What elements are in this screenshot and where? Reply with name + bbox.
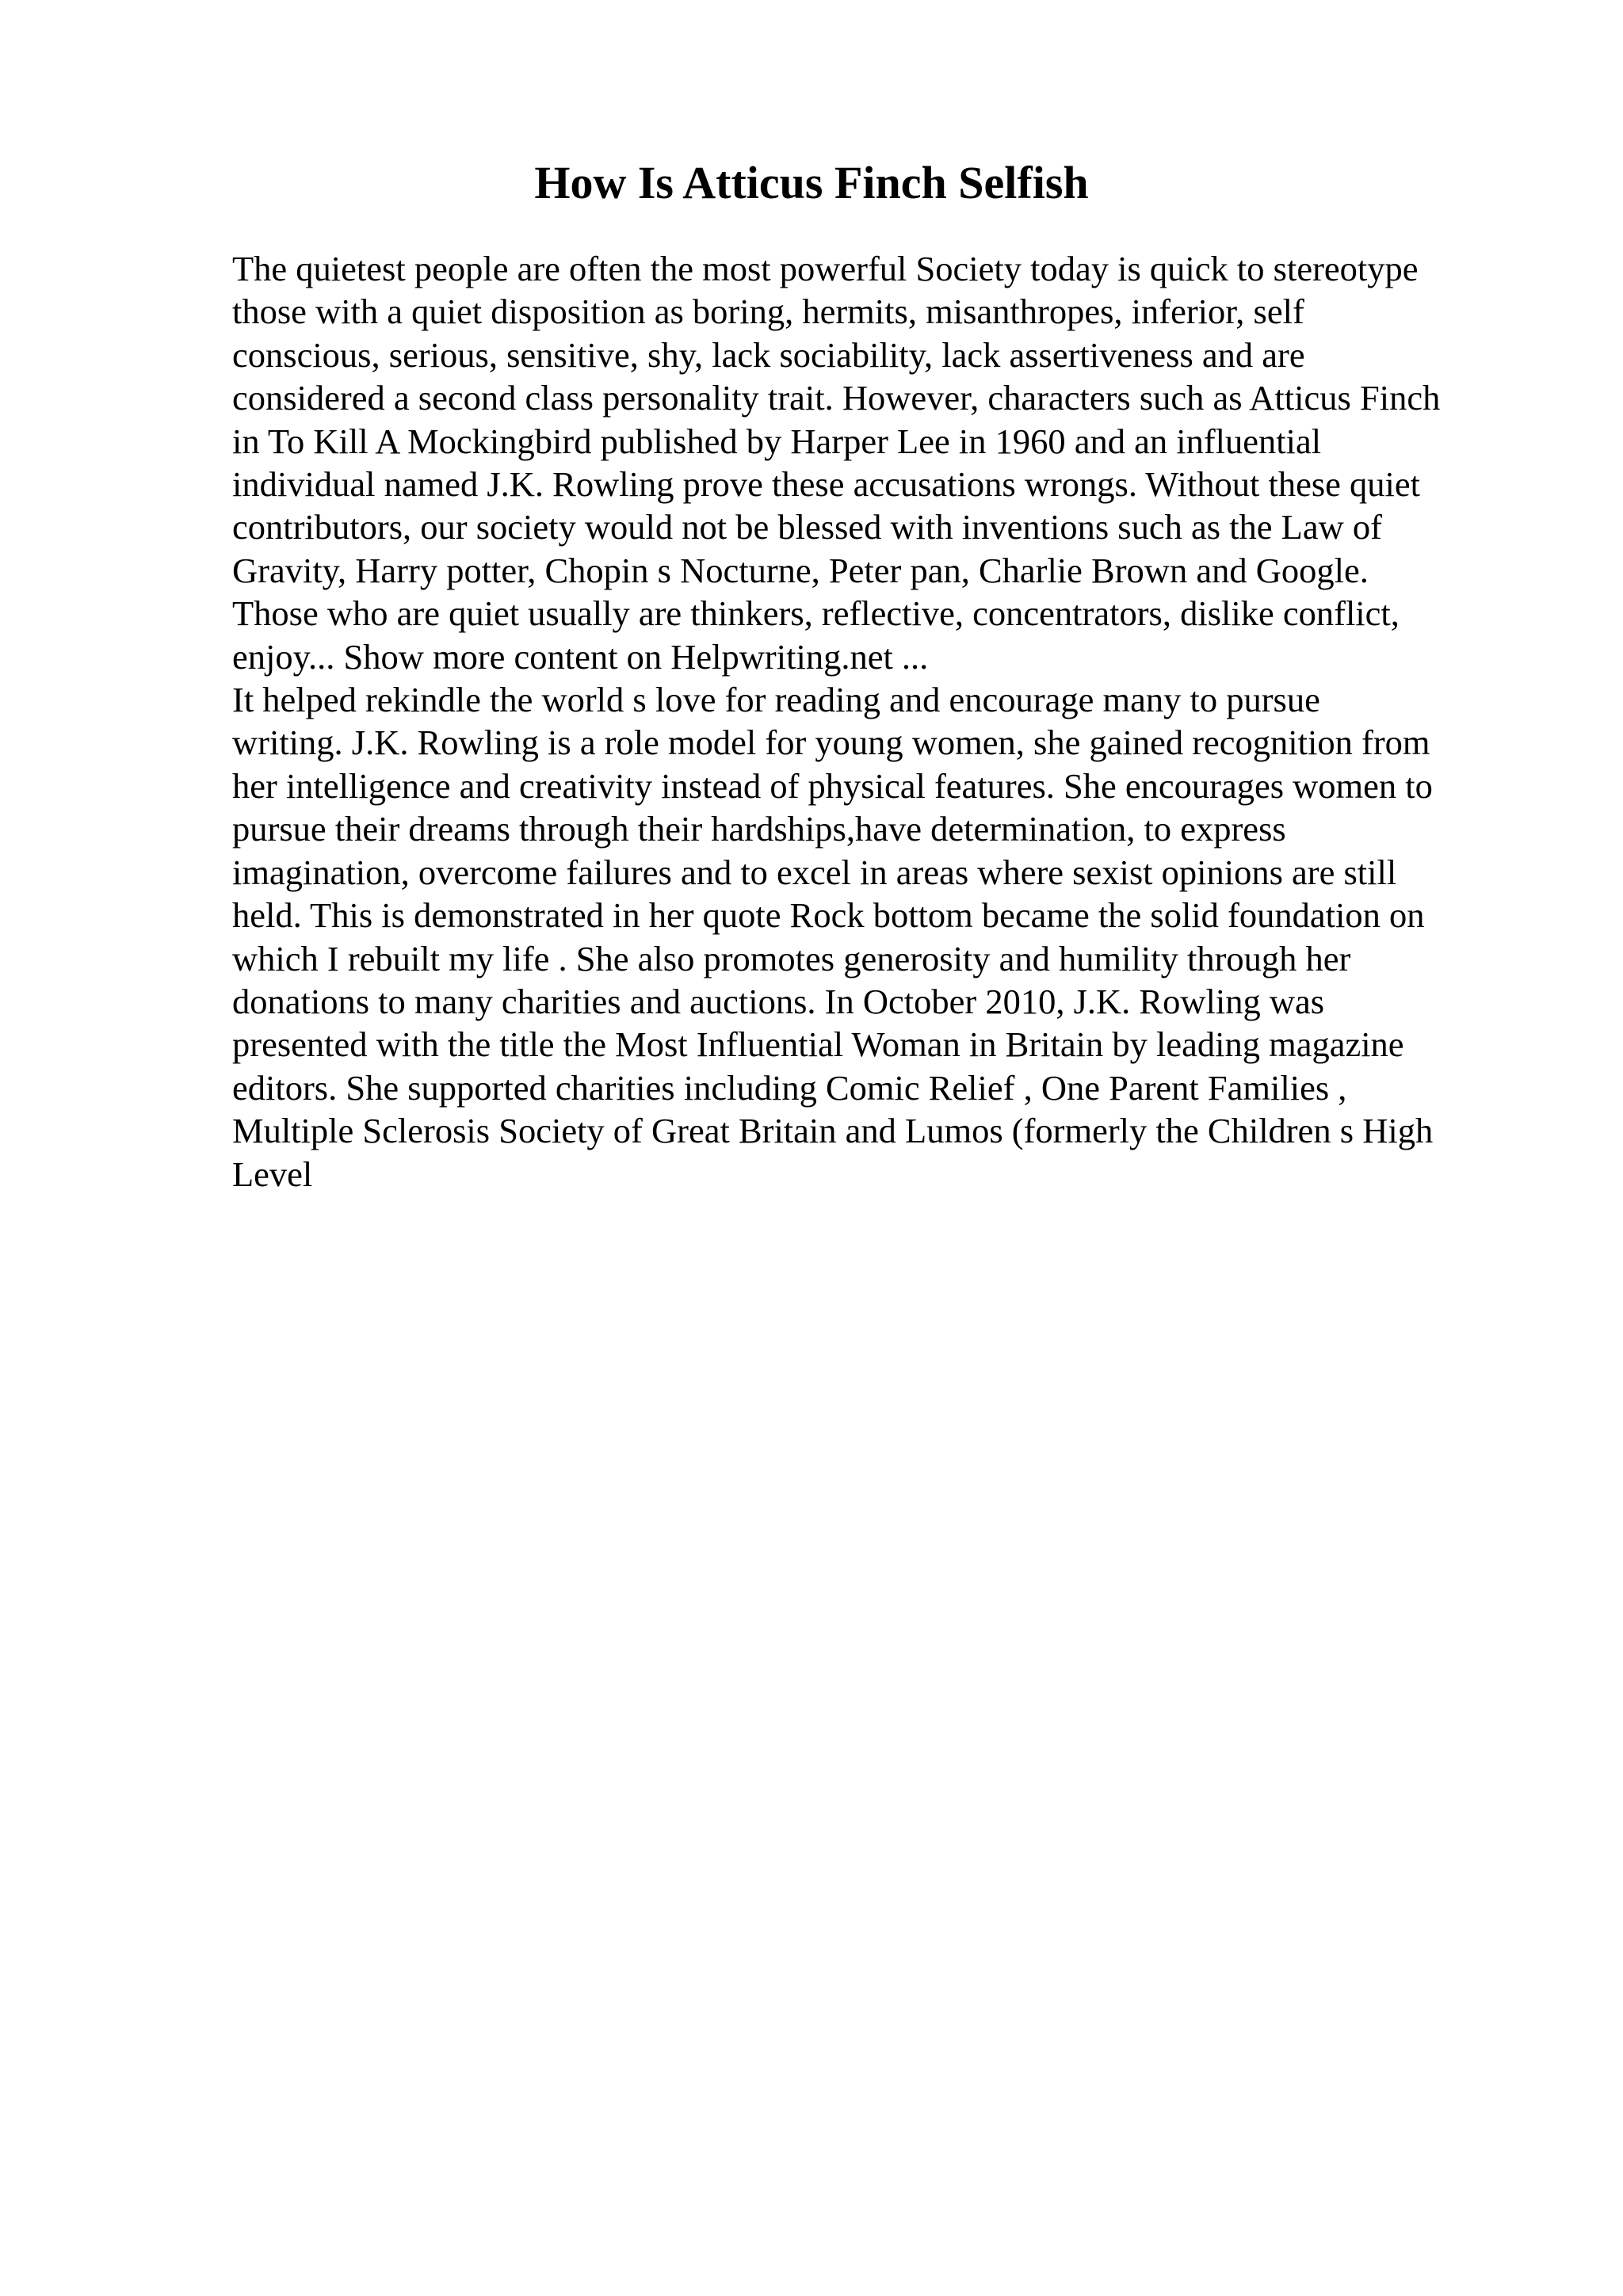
body-line: held. This is demonstrated in her quote Rock bottom became the solid foundation on [232,895,1425,936]
body-line: The quietest people are often the most powerful Society today is quick to stereotype [232,249,1419,288]
document-title: How Is Atticus Finch Selfish [534,157,1089,208]
document-body [232,247,1508,1196]
body-line: presented with the title the Most Influential Woman in Britain by leading magazine [232,1024,1404,1065]
body-line: considered a second class personality trait. However, characters such as Atticus Finch [232,378,1441,418]
body-line: imagination, overcome failures and to excel in areas where sexist opinions are still [232,852,1397,892]
body-line: Multiple Sclerosis Society of Great Britain and Lumos (formerly the Children s High [232,1111,1434,1151]
body-line: her intelligence and creativity instead of physical features. She encourages women to [232,765,1433,806]
body-line: Gravity, Harry potter, Chopin s Nocturne, Peter pan, Charlie Brown and Google. [232,550,1369,590]
body-line: enjoy... Show more content on Helpwriting.net ... [232,636,929,677]
body-line: contributors, our society would not be blessed with inventions such as the Law of [232,507,1382,547]
body-line: which I rebuilt my life . She also promotes generosity and humility through her [232,938,1351,978]
body-line: those with a quiet disposition as boring, hermits, misanthropes, inferior, self [232,292,1304,332]
body-line: Level [232,1154,313,1194]
body-line: donations to many charities and auctions. In October 2010, J.K. Rowling was [232,981,1325,1021]
body-line: conscious, serious, sensitive, shy, lack sociability, lack assertiveness and are [232,334,1305,375]
body-line: writing. J.K. Rowling is a role model for young women, she gained recognition from [232,723,1430,763]
body-line: in To Kill A Mockingbird published by Harper Lee in 1960 and an influential [232,421,1322,461]
body-line: individual named J.K. Rowling prove these accusations wrongs. Without these quiet [232,464,1421,505]
body-line: It helped rekindle the world s love for reading and encourage many to pursue [232,680,1320,720]
body-line: Those who are quiet usually are thinkers, reflective, concentrators, dislike conflict, [232,593,1400,634]
body-line: editors. She supported charities including Comic Relief , One Parent Families , [232,1067,1347,1108]
body-line: pursue their dreams through their hardships,have determination, to express [232,809,1286,849]
